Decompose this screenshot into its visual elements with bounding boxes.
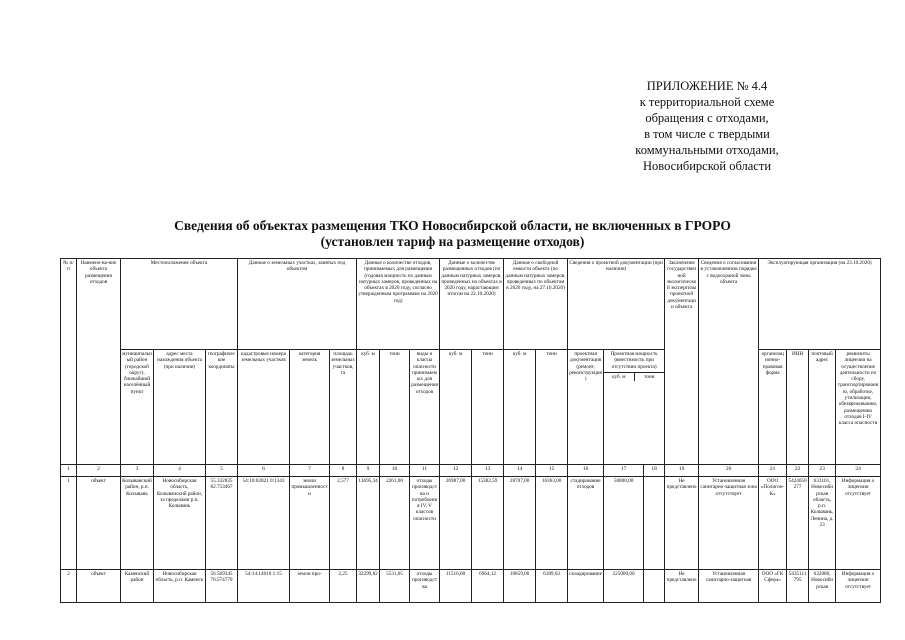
column-number: 6 xyxy=(238,465,290,477)
table-cell: 2,577 xyxy=(330,477,357,570)
column-number: 24 xyxy=(836,465,881,477)
header-free: Данные о свободной емкости объекта (по данным натурных замеров, проведенных по объектам в 2020 году, на 27.10.2020) xyxy=(504,259,568,350)
header-expertise: Заключение государственной экологической экспертизы проектной документации объекта xyxy=(665,259,699,465)
document-title xyxy=(60,218,845,250)
column-number: 17 xyxy=(604,465,644,477)
capacity-units xyxy=(604,372,664,381)
column-number: 10 xyxy=(380,465,410,477)
table-cell: отходы производства и потребления IV, V классов опасности xyxy=(410,477,440,570)
header-placed: Данные о количестве размещенных отходов (по данным натурных замеров, проведенных на объектах в 2020 году, нарастающим итогом на 22.10.2020) xyxy=(440,259,504,350)
table-cell: объект xyxy=(77,477,121,570)
table-cell: объект xyxy=(77,570,121,603)
header-operator: Эксплуатирующая организация (на 23.10.2020) xyxy=(759,259,881,350)
column-number: 7 xyxy=(290,465,330,477)
header-project-doc: проектная документация (ремонт, реконструкция) xyxy=(568,350,604,465)
table-cell: 50000,00 xyxy=(604,477,644,570)
header-coords: географические координаты xyxy=(206,350,238,465)
header-tons: тонн xyxy=(536,350,568,465)
annex-line: коммунальными отходами, xyxy=(635,143,779,157)
column-number: 15 xyxy=(536,465,568,477)
table-cell: Не представлено xyxy=(665,570,699,603)
column-number: 2 xyxy=(77,465,121,477)
header-agreement: Сведения о согласовании в установленном порядке с водоохраной зоны объекта xyxy=(699,259,759,465)
table-cell: отходы производства xyxy=(410,570,440,603)
table-cell xyxy=(644,477,665,570)
column-number: 8 xyxy=(330,465,357,477)
table-cell: Установленная санитарно-защитная зона отсутствует xyxy=(699,477,759,570)
annex-line: Новосибирской области xyxy=(642,159,772,173)
annex-line: обращения с отходами, xyxy=(645,111,769,125)
table-cell: 32299,82 xyxy=(357,570,380,603)
table-cell xyxy=(644,570,665,603)
table-cell: земли промышленности xyxy=(290,477,330,570)
column-number: 18 xyxy=(644,465,665,477)
table-cell: 13695,34 xyxy=(357,477,380,570)
annex-number: ПРИЛОЖЕНИЕ № 4.4 xyxy=(646,79,768,93)
table-cell: Информация о лицензии отсутствует xyxy=(836,570,881,603)
header-area: площадь земельных участков, га xyxy=(330,350,357,465)
header-org-form: организационно-правовая форма xyxy=(759,350,787,465)
header-tons: тонн xyxy=(380,350,410,465)
header-capacity xyxy=(604,350,665,465)
header-address: адрес места нахождения объекта (при наличии) xyxy=(154,350,206,465)
table-cell: ООО «ГК Сфера» xyxy=(759,570,787,603)
table-cell: 1 xyxy=(61,477,77,570)
table-cell: Каменский район xyxy=(121,570,154,603)
table-cell: 11516,00 xyxy=(440,570,472,603)
table-cell: 6189,63 xyxy=(536,570,568,603)
header-location: Местоположение объекта xyxy=(121,259,238,350)
table-cell: 16363,00 xyxy=(536,477,568,570)
table-cell: 54:10:02821 0:1343 xyxy=(238,477,290,570)
header-tons: тонн xyxy=(472,350,504,465)
title-line: (установлен тариф на размещение отходов) xyxy=(320,234,585,249)
column-number: 23 xyxy=(809,465,836,477)
table-cell: земли про- xyxy=(290,570,330,603)
column-number: 20 xyxy=(699,465,759,477)
table-cell: 10859,00 xyxy=(504,570,536,603)
table-cell: 2261,00 xyxy=(380,477,410,570)
header-municipal: муниципальный район (городской округ), ближайший населённый пункт xyxy=(121,350,154,465)
header-project: Сведения о проектной документации (при наличии) xyxy=(568,259,665,350)
table-cell: 5435111795 xyxy=(787,570,809,603)
header-cubic: куб. м xyxy=(504,350,536,465)
table-cell: Колыванский район, р.п. Колывань xyxy=(121,477,154,570)
table-cell: Не представлено xyxy=(665,477,699,570)
table-cell: 2 xyxy=(61,570,77,603)
table-row xyxy=(61,570,881,603)
column-number: 9 xyxy=(357,465,380,477)
column-number: 16 xyxy=(568,465,604,477)
table-cell: Новосибирская область, Колыванский район, за пределами р.п. Колывань xyxy=(154,477,206,570)
objects-table xyxy=(60,258,881,603)
table-cell: 56.569345 76.574770 xyxy=(206,570,238,603)
column-number: 11 xyxy=(410,465,440,477)
table-cell: Информация о лицензии отсутствует xyxy=(836,477,881,570)
table-cell: 55.332835 82.753467 xyxy=(206,477,238,570)
column-number: 21 xyxy=(759,465,787,477)
table-cell: Установленная санитарно-защитная xyxy=(699,570,759,603)
table-cell: 225000,00 xyxy=(604,570,644,603)
header-cubic: куб. м xyxy=(440,350,472,465)
capacity-cubic: куб. м xyxy=(604,373,635,381)
annex-line: к территориальной схеме xyxy=(639,95,775,109)
table-cell: 5531,05 xyxy=(380,570,410,603)
table-cell: 28707,00 xyxy=(504,477,536,570)
header-postal: почтовый адрес xyxy=(809,350,836,465)
capacity-tons: тонн xyxy=(644,373,655,380)
table-cell: ООО «Полигон-К» xyxy=(759,477,787,570)
column-number: 12 xyxy=(440,465,472,477)
table-cell: 6964,12 xyxy=(472,570,504,603)
table-cell: 632080, Новосибирская xyxy=(809,570,836,603)
column-numbers-row xyxy=(61,465,881,477)
column-number: 19 xyxy=(665,465,699,477)
column-number: 14 xyxy=(504,465,536,477)
header-waste-types: виды и классы опасности принимаемых для размещения отходов xyxy=(410,350,440,465)
table-cell: 15382,59 xyxy=(472,477,504,570)
table-cell: стадирование отходов xyxy=(568,477,604,570)
table-cell: 5424050277 xyxy=(787,477,809,570)
table-cell: складирование xyxy=(568,570,604,603)
table-cell: Новосибирская область, р.п. Каменск xyxy=(154,570,206,603)
header-category: категория земель xyxy=(290,350,330,465)
table-cell: 633161, Новосибирская область, р.п. Колывань, Ленина, д. 23 xyxy=(809,477,836,570)
table-cell: 54:14:14010 1:15 xyxy=(238,570,290,603)
header-num: № п/п xyxy=(61,259,77,465)
header-inn: ИНН xyxy=(787,350,809,465)
header-cubic: куб. м xyxy=(357,350,380,465)
header-name: Наимено-ва-ние объекта размещения отходов xyxy=(77,259,121,465)
header-land: Данные о земельных участках, занятых под объектом xyxy=(238,259,357,350)
header-license: реквизиты лицензии на осуществление деятельности по сбору, транспортированию, обработке, утилизации, обезвреживанию, размещению отходов I-IV класса опасности xyxy=(836,350,881,465)
column-number: 1 xyxy=(61,465,77,477)
column-number: 13 xyxy=(472,465,504,477)
table-row xyxy=(61,477,881,570)
column-number: 22 xyxy=(787,465,809,477)
column-number: 4 xyxy=(154,465,206,477)
column-number: 5 xyxy=(206,465,238,477)
annex-heading xyxy=(587,78,827,174)
column-number: 3 xyxy=(121,465,154,477)
table-cell: 2,25 xyxy=(330,570,357,603)
capacity-label: Проектная мощность (вместимость при отсутствии проекта) xyxy=(610,351,658,370)
table-cell: 26987,00 xyxy=(440,477,472,570)
header-amount: Данные о количестве отходов, принимаемых для размещения (годовая мощность по данным натурных замеров, проведенных на объектах в 2020 году, согласно утвержденным программам на 2020 год) xyxy=(357,259,440,350)
header-cadastral: кадастровые номера земельных участков xyxy=(238,350,290,465)
annex-line: в том числе с твердыми xyxy=(644,127,770,141)
title-line: Сведения об объектах размещения ТКО Новосибирской области, не включенных в ГРОРО xyxy=(174,218,731,233)
